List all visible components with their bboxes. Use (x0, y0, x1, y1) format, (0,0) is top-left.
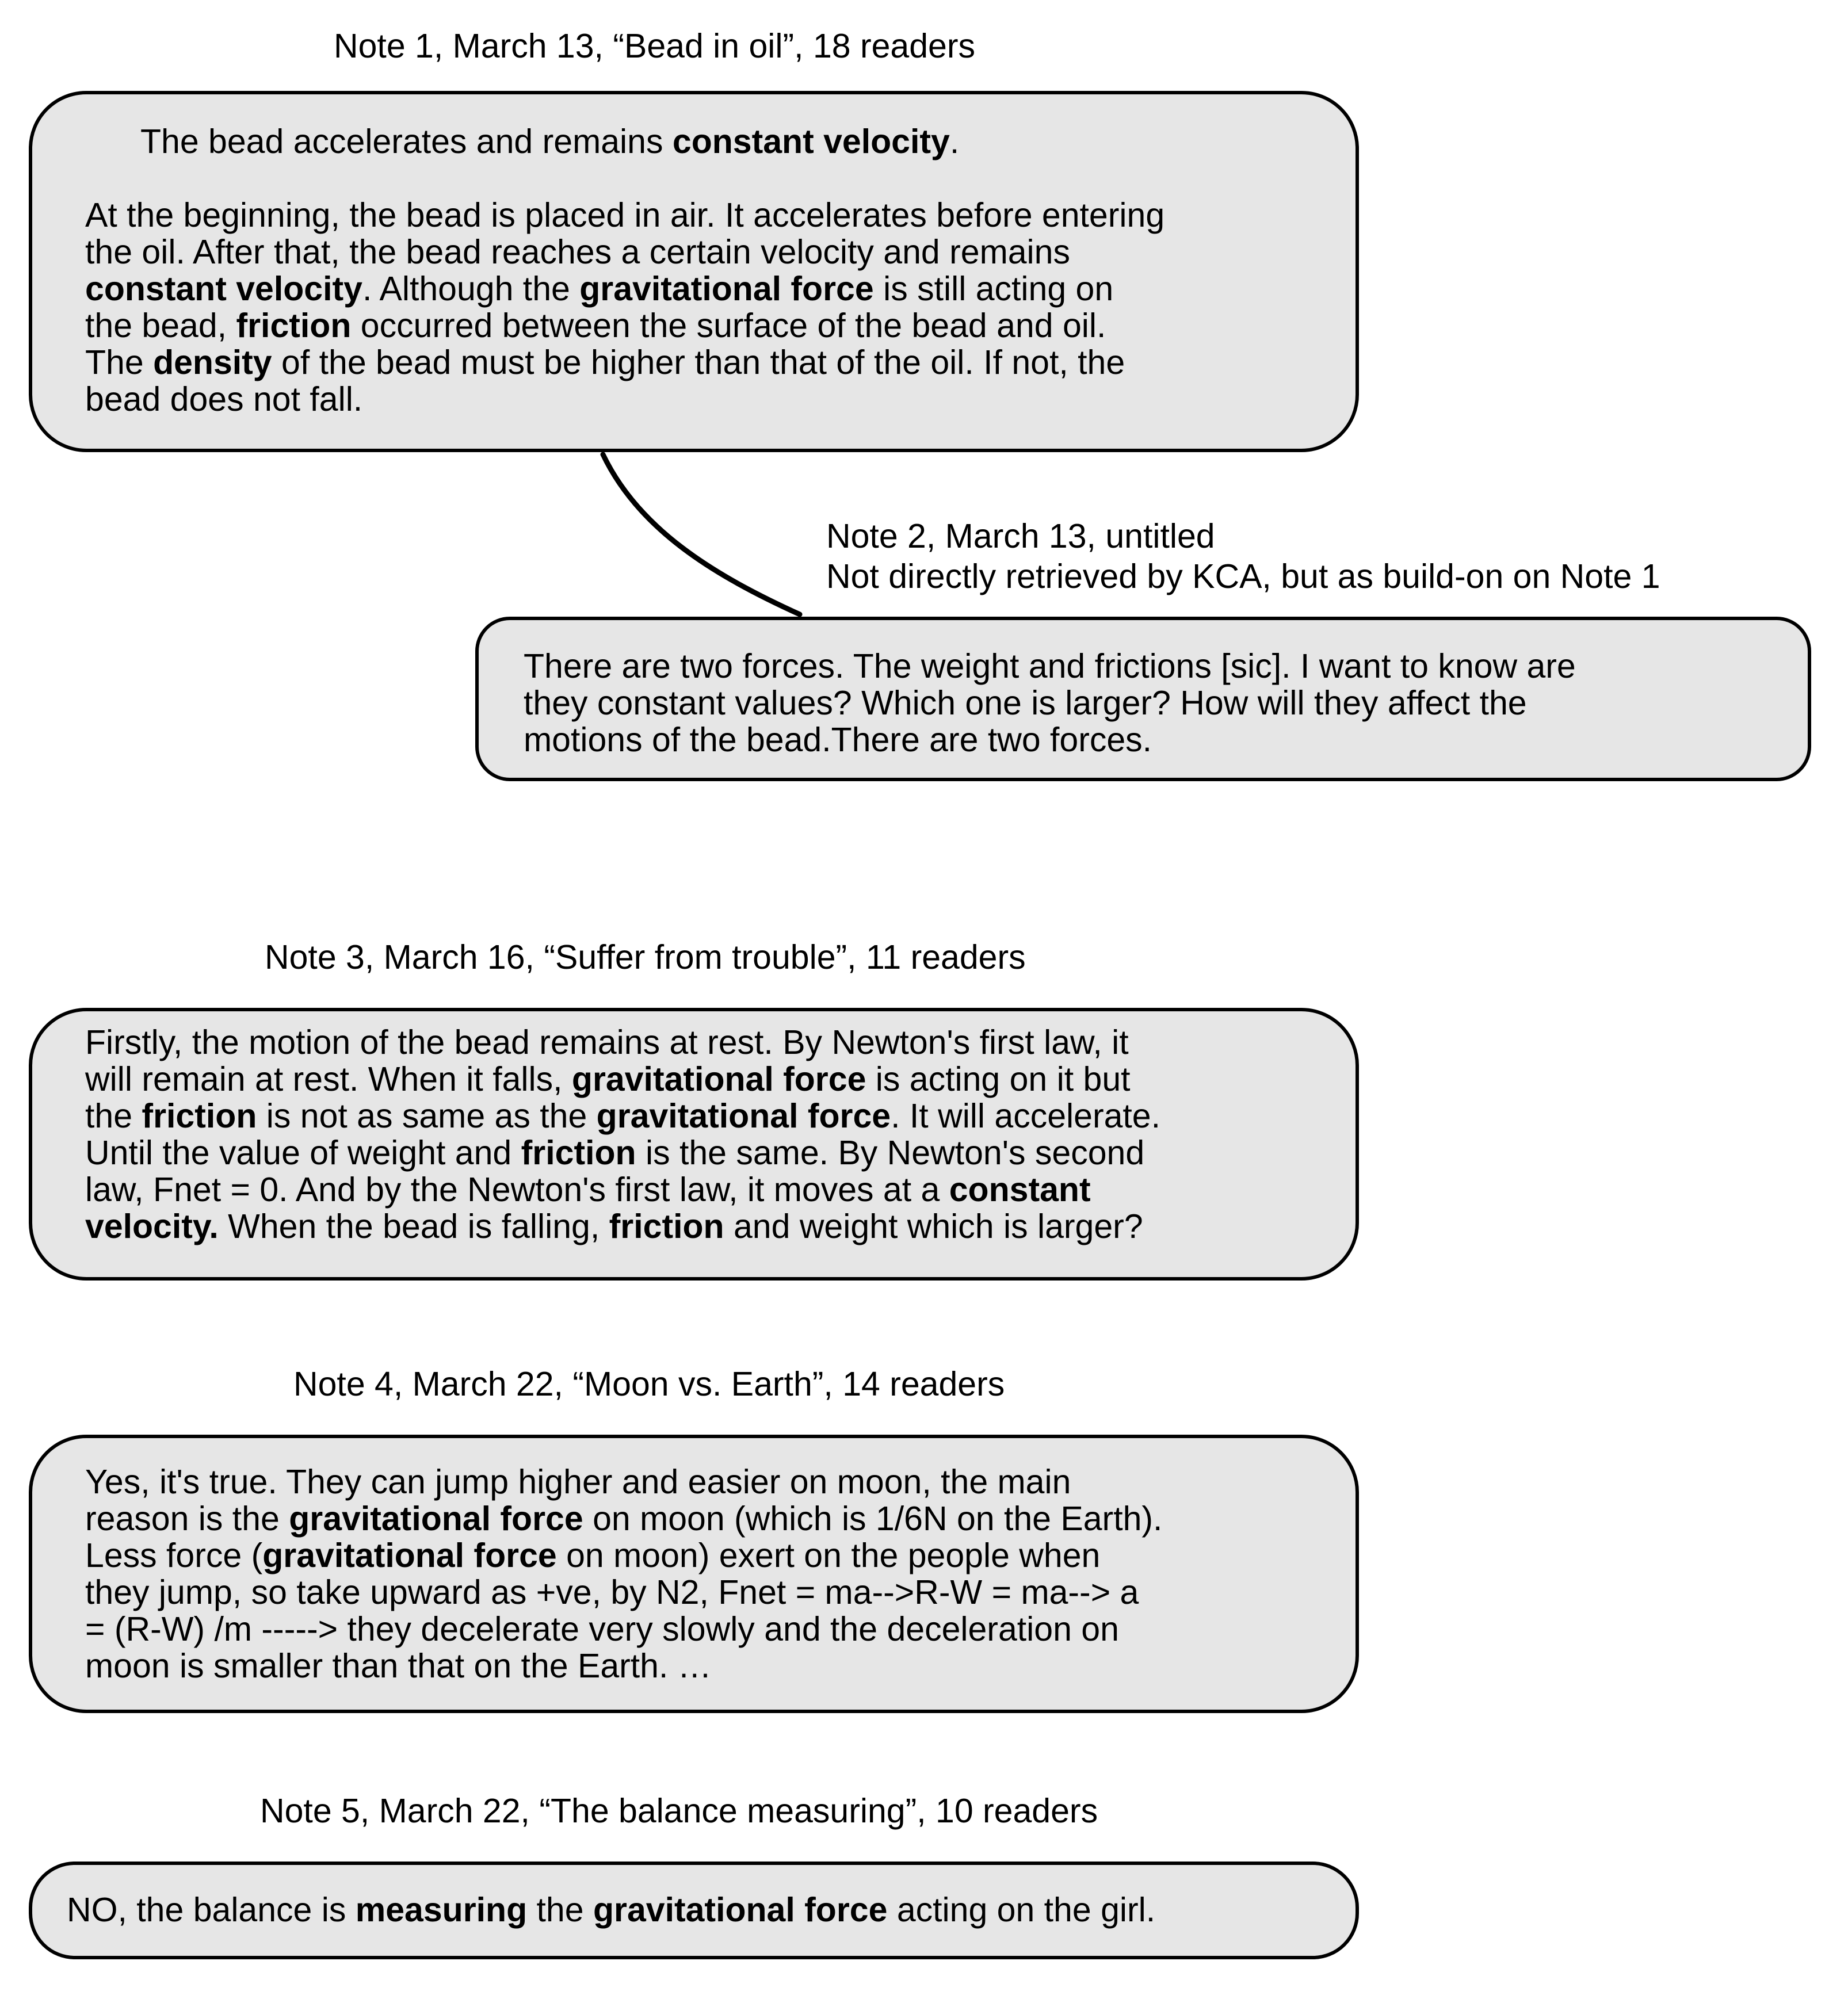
note1-summary (140, 123, 959, 160)
text-line (85, 1098, 1160, 1134)
text-line (524, 648, 1576, 685)
note2-caption-subtitle: Not directly retrieved by KCA, but as build-on on Note 1 (826, 557, 1660, 595)
note3-box (29, 1008, 1359, 1281)
keyword-text: gravitational force (262, 1536, 557, 1574)
text-line (85, 307, 1164, 344)
note-text: is still acting on (873, 270, 1114, 308)
text-line (85, 234, 1164, 270)
keyword-text: measuring (355, 1891, 528, 1929)
note5-caption: Note 5, March 22, “The balance measuring”, 10 readers (260, 1792, 1098, 1830)
note-text: At the beginning, the bead is placed in air. It accelerates before entering (85, 196, 1165, 234)
note-text: reason is the (85, 1500, 289, 1538)
note-text: Yes, it's true. They can jump higher and easier on moon, the main (85, 1463, 1071, 1501)
note-text: moon is smaller than that on the Earth. … (85, 1647, 712, 1685)
keyword-text: friction (142, 1097, 257, 1135)
note-text: the oil. After that, the bead reaches a certain velocity and remains (85, 233, 1070, 271)
note-text: Until the value of weight and (85, 1134, 521, 1172)
text-line (85, 344, 1164, 381)
note-text: they constant values? Which one is larger? How will they affect the (524, 684, 1527, 722)
note-text: is not as same as the (257, 1097, 597, 1135)
note-text: is the same. By Newton's second (636, 1134, 1145, 1172)
note2-caption-title: Note 2, March 13, untitled (826, 517, 1215, 555)
note-text: . (949, 123, 960, 160)
note-text: the (85, 1097, 142, 1135)
text-line (85, 1134, 1160, 1171)
keyword-text: friction (521, 1134, 636, 1172)
keyword-text: gravitational force (289, 1500, 583, 1538)
keyword-text: gravitational force (571, 1060, 866, 1098)
note1-caption: Note 1, March 13, “Bead in oil”, 18 readers (334, 27, 976, 65)
note-text: the bead, (85, 307, 236, 345)
text-line (85, 1463, 1162, 1500)
keyword-text: constant velocity (672, 123, 950, 160)
keyword-text: constant (949, 1171, 1091, 1209)
text-line (85, 197, 1164, 234)
note4-body (85, 1463, 1162, 1684)
note-text: motions of the bead.There are two forces. (524, 721, 1152, 759)
note-text: on moon (which is 1/6N on the Earth). (583, 1500, 1163, 1538)
note3-body (85, 1024, 1160, 1245)
note-text: on moon) exert on the people when (556, 1536, 1101, 1574)
text-line (85, 1024, 1160, 1061)
text-line (85, 381, 1164, 418)
note5-box (29, 1862, 1359, 1959)
text-line (85, 1611, 1162, 1648)
keyword-text: density (153, 343, 272, 381)
build-on-link-line (603, 454, 800, 614)
keyword-text: velocity. (85, 1207, 219, 1245)
note-text: and weight which is larger? (724, 1207, 1143, 1245)
note-text: Firstly, the motion of the bead remains at rest. By Newton's first law, it (85, 1023, 1129, 1061)
note-text: of the bead must be higher than that of the oil. If not, the (272, 343, 1125, 381)
keyword-text: gravitational force (596, 1097, 891, 1135)
text-line (524, 721, 1576, 758)
note-text: NO, the balance is (67, 1891, 356, 1929)
note-text: bead does not fall. (85, 380, 363, 418)
note-text: the (527, 1891, 593, 1929)
note3-caption: Note 3, March 16, “Suffer from trouble”, 11 readers (265, 938, 1026, 976)
note-text: . Although the (362, 270, 580, 308)
text-line (85, 1648, 1162, 1684)
note-text: acting on the girl. (887, 1891, 1156, 1929)
note-text: is acting on it but (866, 1060, 1131, 1098)
note4-box (29, 1435, 1359, 1713)
keyword-text: gravitational force (593, 1891, 888, 1929)
note1-body (85, 197, 1164, 418)
keyword-text: constant velocity (85, 270, 362, 308)
text-line (524, 685, 1576, 721)
text-line (85, 1061, 1160, 1098)
note-text: they jump, so take upward as +ve, by N2, Fnet = ma-->R-W = ma--> a (85, 1573, 1139, 1611)
note-text: The bead accelerates and remains (140, 123, 673, 160)
note5-body (67, 1891, 1155, 1928)
keyword-text: friction (609, 1207, 724, 1245)
text-line (85, 1500, 1162, 1537)
note-text: . It will accelerate. (891, 1097, 1161, 1135)
text-line (85, 1574, 1162, 1611)
note-text: Less force ( (85, 1536, 263, 1574)
note-text: = (R-W) /m -----> they decelerate very slowly and the deceleration on (85, 1610, 1119, 1648)
note-text: There are two forces. The weight and frictions [sic]. I want to know are (524, 647, 1576, 685)
note-text: The (85, 343, 154, 381)
text-line (67, 1891, 1155, 1928)
note2-box (475, 617, 1811, 781)
note-text: occurred between the surface of the bead and oil. (351, 307, 1106, 345)
note-text: When the bead is falling, (218, 1207, 609, 1245)
text-line (85, 1537, 1162, 1574)
note-text: law, Fnet = 0. And by the Newton's first law, it moves at a (85, 1171, 949, 1209)
text-line (85, 1208, 1160, 1245)
text-line (85, 1171, 1160, 1208)
note2-body (524, 648, 1576, 758)
note-text: will remain at rest. When it falls, (85, 1060, 572, 1098)
keyword-text: friction (236, 307, 352, 345)
note4-caption: Note 4, March 22, “Moon vs. Earth”, 14 readers (293, 1365, 1005, 1403)
note1-box (29, 91, 1359, 452)
text-line (85, 270, 1164, 307)
keyword-text: gravitational force (579, 270, 874, 308)
